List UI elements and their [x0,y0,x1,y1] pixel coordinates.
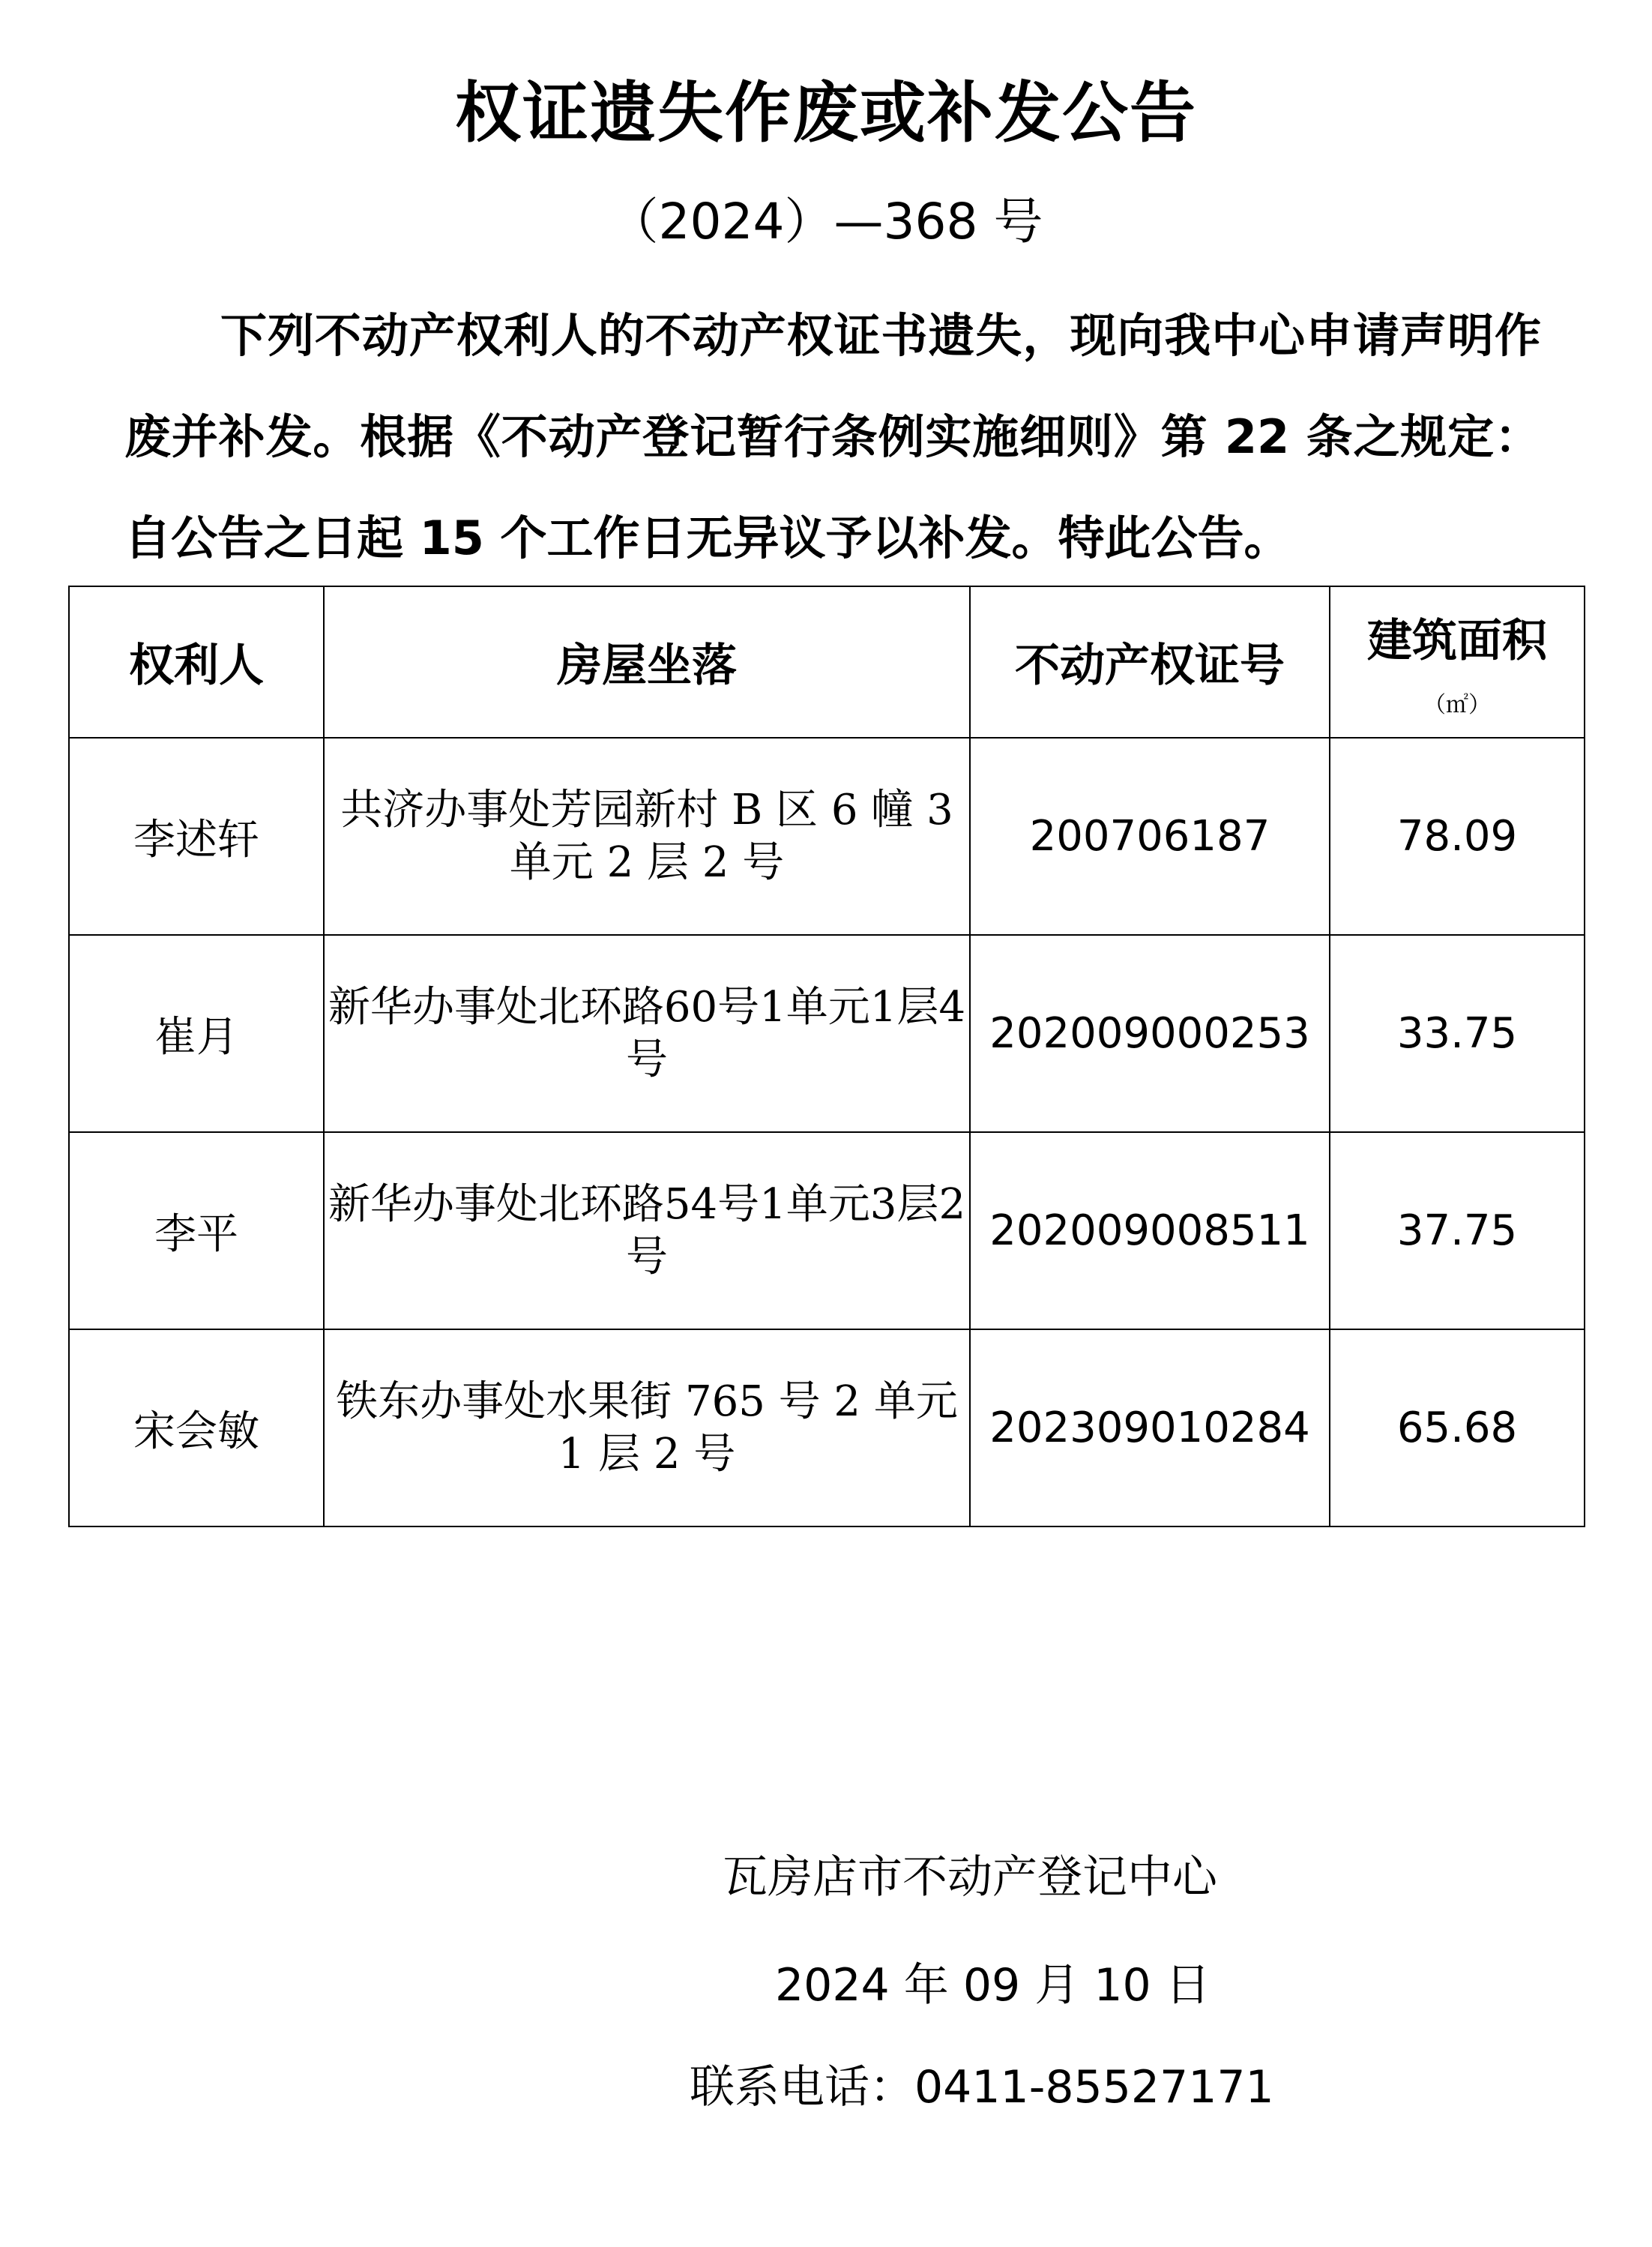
header-area-unit: （㎡） [1423,692,1491,718]
table-header-row [69,586,1585,738]
area-cell: 33.75 [1330,935,1585,1132]
signature-org: 瓦房店市不动产登记中心 [723,1851,1217,1904]
area-cell: 37.75 [1330,1132,1585,1329]
holder-cell: 李平 [69,1132,324,1329]
holder-cell: 崔月 [69,935,324,1132]
notice-number: （2024）—368 号 [609,193,1043,250]
cert-no-cell: 202309010284 [970,1329,1330,1526]
table-row [69,1132,1585,1329]
header-area-label: 建筑面积 [1367,615,1547,667]
header-holder: 权利人 [69,586,324,738]
area-cell: 78.09 [1330,738,1585,935]
signature-date: 2024 年 09 月 10 日 [775,1959,1211,2012]
records-table [68,586,1585,1527]
area-cell: 65.68 [1330,1329,1585,1526]
table-row [69,738,1585,935]
location-cell: 新华办事处北环路60号1单元1层4号 [324,935,970,1132]
location-cell: 铁东办事处水果街 765 号 2 单元 1 层 2 号 [324,1329,970,1526]
table-row [69,935,1585,1132]
header-area [1330,586,1585,738]
cert-no-cell: 202009000253 [970,935,1330,1132]
header-cert-no: 不动产权证号 [970,586,1330,738]
cert-no-cell: 200706187 [970,738,1330,935]
holder-cell: 李述轩 [69,738,324,935]
location-cell: 新华办事处北环路54号1单元3层2号 [324,1132,970,1329]
cert-no-cell: 202009008511 [970,1132,1330,1329]
location-cell: 共济办事处芳园新村 B 区 6 幢 3 单元 2 层 2 号 [324,738,970,935]
table-row [69,1329,1585,1526]
holder-cell: 宋会敏 [69,1329,324,1526]
signature-phone: 联系电话：0411-85527171 [690,2061,1274,2114]
notice-body: 下列不动产权利人的不动产权证书遗失，现向我中心申请声明作废并补发。根据《不动产登记暂行条例实施细则》第 22 条之规定：自公告之日起 15 个工作日无异议予以补发。特此公告。 [124,308,1541,565]
header-location: 房屋坐落 [324,586,970,738]
notice-title: 权证遗失作废或补发公告 [454,74,1197,151]
